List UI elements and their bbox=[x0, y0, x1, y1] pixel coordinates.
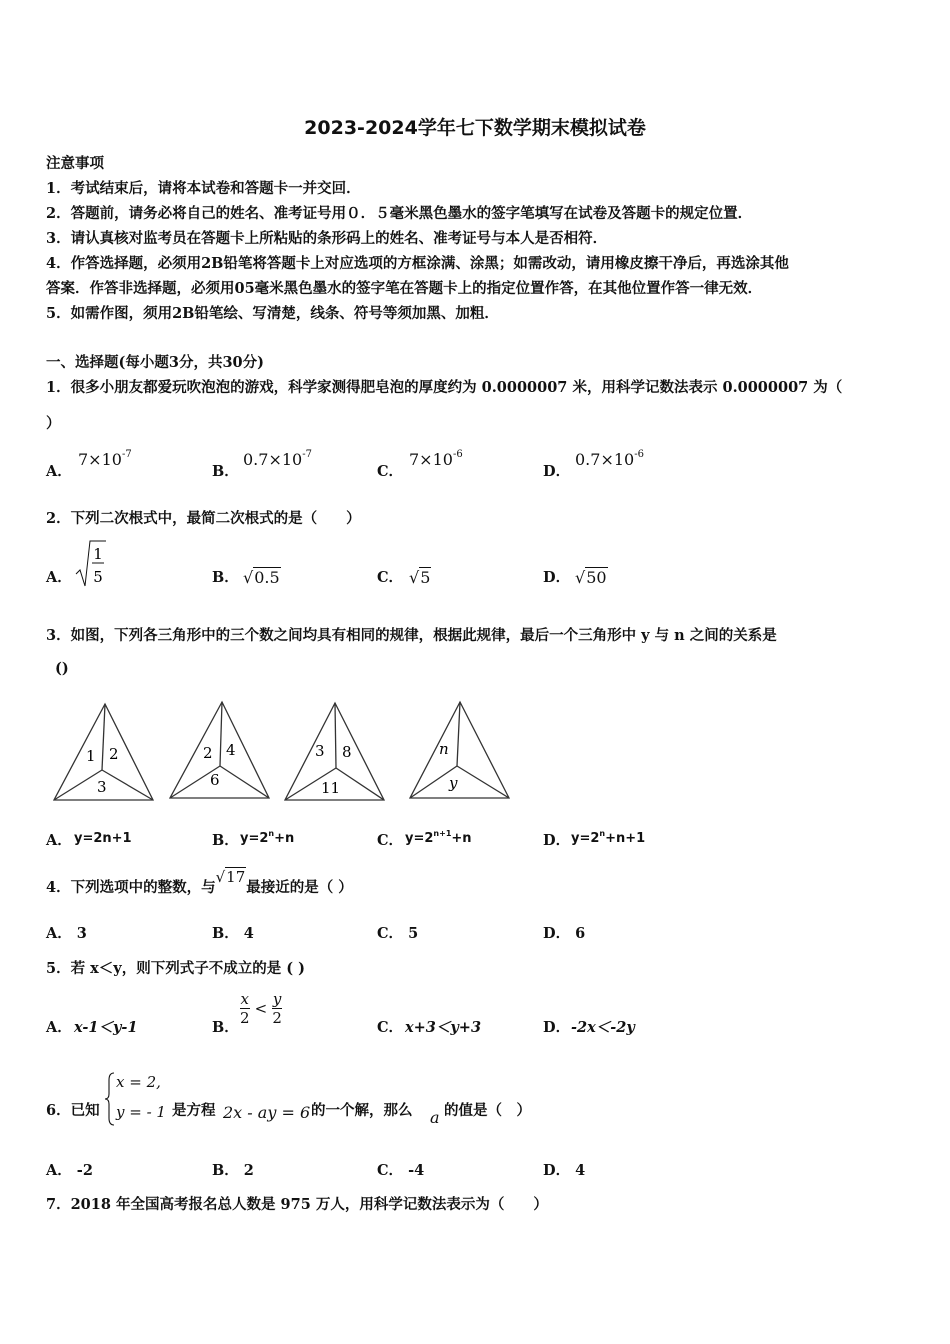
formula-tail: +n+1 bbox=[605, 831, 646, 846]
option-label: D． bbox=[543, 569, 571, 586]
fraction-left bbox=[240, 990, 250, 1027]
triangle-divider bbox=[54, 770, 102, 800]
question-2-text: 2．下列二次根式中，最简二次根式的是（ ） bbox=[46, 510, 361, 527]
less-than-sign: < bbox=[254, 999, 268, 1018]
option-b-base: 0.7×10 bbox=[243, 450, 303, 469]
option-d: D． 4 bbox=[543, 1162, 586, 1179]
formula-exp: n+1 bbox=[433, 829, 452, 838]
question-6-mid: 是方程 bbox=[172, 1102, 216, 1119]
formula-base: y=2 bbox=[405, 831, 434, 846]
question-1-text-cont: ） bbox=[46, 415, 61, 432]
notice-item: 4．作答选择题，必须用2B铅笔将答题卡上对应选项的方框涂满、涂黑；如需改动，请用橡皮擦干净后，再选涂其他 bbox=[46, 255, 789, 272]
formula-tail: +n bbox=[274, 831, 295, 846]
triangle-divider bbox=[102, 704, 105, 770]
option-label: B． bbox=[212, 1019, 239, 1036]
option-b-value bbox=[243, 449, 312, 469]
triangle-bottom-number: 3 bbox=[97, 778, 107, 796]
triangle-4 bbox=[410, 702, 509, 798]
question-6-post: 的值是（ ） bbox=[444, 1102, 531, 1119]
question-6-variable: a bbox=[430, 1108, 440, 1127]
formula-exp: n bbox=[599, 829, 606, 838]
triangle-left-number: 3 bbox=[315, 742, 325, 760]
option-c: C． 5 bbox=[377, 925, 419, 942]
triangle-bottom-number: 11 bbox=[321, 779, 341, 797]
option-label: C． bbox=[377, 832, 404, 849]
radicand: 5 bbox=[420, 568, 431, 587]
option-d-base: 0.7×10 bbox=[575, 450, 635, 469]
section-heading: 一、选择题(每小题3分，共30分) bbox=[46, 354, 264, 371]
notice-item: 3．请认真核对监考员在答题卡上所粘贴的条形码上的姓名、准考证号与本人是否相符． bbox=[46, 230, 608, 247]
option-label: D． bbox=[543, 463, 571, 480]
option-d-exp: -6 bbox=[634, 449, 644, 460]
question-5-text: 5．若 x＜y，则下列式子不成立的是 ( ) bbox=[46, 960, 306, 977]
option-a-exp: -7 bbox=[121, 449, 132, 460]
option-b-exp: -7 bbox=[302, 449, 312, 460]
option-b-sqrt: √0.5 bbox=[243, 568, 280, 587]
fraction-numerator: 1 bbox=[93, 545, 103, 563]
option-a-value: x-1＜y-1 bbox=[74, 1019, 138, 1036]
option-label: B． bbox=[212, 463, 239, 480]
radicand: 17 bbox=[226, 868, 246, 886]
option-label: B． bbox=[212, 569, 239, 586]
question-4-sqrt: √17 bbox=[215, 868, 246, 886]
question-7-text: 7．2018 年全国高考报名总人数是 975 万人，用科学记数法表示为（ ） bbox=[46, 1196, 548, 1213]
notice-item: 5．如需作图，须用2B铅笔绘、写清楚，线条、符号等须加黑、加粗． bbox=[46, 305, 499, 322]
option-b-formula bbox=[240, 829, 294, 846]
numerator: x bbox=[240, 990, 249, 1008]
option-c-value: x+3＜y+3 bbox=[405, 1019, 482, 1036]
triangle-right-number: 2 bbox=[109, 745, 119, 763]
triangle-3 bbox=[285, 703, 384, 800]
option-c-value bbox=[409, 449, 463, 469]
fraction-denominator: 5 bbox=[93, 568, 103, 586]
triangle-bottom-number: 6 bbox=[210, 771, 220, 789]
triangle-right-number: 8 bbox=[342, 743, 352, 761]
formula-base: y=2 bbox=[240, 831, 269, 846]
option-c-base: 7×10 bbox=[409, 450, 453, 469]
triangle-right-number: 4 bbox=[226, 741, 236, 759]
question-4-post: 最接近的是（ ） bbox=[246, 879, 353, 896]
option-label: C． bbox=[377, 463, 404, 480]
option-label: D． bbox=[543, 832, 571, 849]
triangle-divider bbox=[335, 703, 336, 768]
option-c-exp: -6 bbox=[452, 449, 463, 460]
formula-exp: n bbox=[268, 829, 275, 838]
option-d-value bbox=[575, 449, 644, 469]
option-a: A． -2 bbox=[46, 1162, 93, 1179]
question-3-text: 3．如图，下列各三角形中的三个数之间均具有相同的规律，根据此规律，最后一个三角形中 y 与 n 之间的关系是 bbox=[46, 627, 777, 644]
formula-tail: +n bbox=[451, 831, 472, 846]
triangle-1 bbox=[54, 704, 153, 800]
question-6-pre: 6．已知 bbox=[46, 1102, 100, 1119]
triangle-divider bbox=[457, 702, 460, 766]
option-label: A． bbox=[46, 1019, 72, 1036]
option-d-value: -2x＜-2y bbox=[571, 1019, 635, 1036]
question-6-equation: 2x - ay = 6 bbox=[223, 1103, 311, 1122]
option-label: A． bbox=[46, 569, 72, 586]
option-d: D． 6 bbox=[543, 925, 586, 942]
option-a-sqrt-fraction bbox=[74, 538, 108, 590]
option-d-formula bbox=[571, 829, 645, 846]
triangle-left-number: 2 bbox=[203, 744, 213, 762]
option-b: B． 4 bbox=[212, 925, 254, 942]
option-c: C． -4 bbox=[377, 1162, 425, 1179]
option-b: B． 2 bbox=[212, 1162, 254, 1179]
option-a-base: 7×10 bbox=[78, 450, 122, 469]
fraction-right bbox=[272, 990, 282, 1027]
triangles-figure bbox=[50, 700, 520, 805]
formula-base: y=2 bbox=[571, 831, 600, 846]
question-3-text-cont: () bbox=[55, 660, 69, 677]
denominator: 2 bbox=[240, 1009, 250, 1027]
option-label: C． bbox=[377, 1019, 404, 1036]
notice-item: 答案．作答非选择题，必须用05毫米黑色墨水的签字笔在答题卡上的指定位置作答，在其他位置作答一律无效． bbox=[46, 280, 763, 297]
triangle-2 bbox=[170, 702, 269, 798]
formula-base: y=2n+1 bbox=[74, 831, 132, 846]
option-label: A． bbox=[46, 832, 72, 849]
option-b-value bbox=[240, 990, 282, 1027]
option-label: B． bbox=[212, 832, 239, 849]
system-equation-1: x = 2, bbox=[116, 1073, 161, 1091]
triangle-left-number: n bbox=[439, 740, 449, 758]
system-equation-2: y = - 1 bbox=[116, 1103, 166, 1121]
notice-item: 2．答题前，请务必将自己的姓名、准考证号用０．５毫米黑色墨水的签字笔填写在试卷及答题卡的规定位置． bbox=[46, 205, 753, 222]
option-a: A． 3 bbox=[46, 925, 87, 942]
option-d-sqrt: √50 bbox=[575, 568, 607, 587]
question-6-mid2: 的一个解，那么 bbox=[311, 1102, 413, 1119]
left-brace bbox=[105, 1073, 114, 1125]
notice-heading: 注意事项 bbox=[46, 155, 104, 172]
option-a-value bbox=[78, 449, 132, 469]
option-c-sqrt: √5 bbox=[409, 568, 431, 587]
question-4-text bbox=[46, 868, 353, 897]
option-label: C． bbox=[377, 569, 404, 586]
triangle-divider bbox=[220, 702, 222, 766]
numerator: y bbox=[272, 990, 282, 1008]
notice-item: 1．考试结束后，请将本试卷和答题卡一并交回． bbox=[46, 180, 361, 197]
triangle-bottom-number: y bbox=[449, 774, 458, 792]
option-c-formula bbox=[405, 829, 472, 846]
option-label: A． bbox=[46, 463, 72, 480]
triangle-left-number: 1 bbox=[86, 747, 96, 765]
question-1-text: 1．很多小朋友都爱玩吹泡泡的游戏，科学家测得肥皂泡的厚度约为 0.0000007 米，用科学记数法表示 0.0000007 为（ bbox=[46, 379, 843, 396]
page-title: 2023-2024学年七下数学期末模拟试卷 bbox=[304, 117, 646, 139]
option-label: D． bbox=[543, 1019, 571, 1036]
triangle-divider bbox=[336, 768, 384, 800]
denominator: 2 bbox=[272, 1009, 282, 1027]
option-a-formula bbox=[74, 829, 132, 846]
question-4-pre: 4．下列选项中的整数，与 bbox=[46, 879, 216, 896]
radicand: 50 bbox=[586, 568, 607, 587]
radicand: 0.5 bbox=[254, 568, 280, 587]
